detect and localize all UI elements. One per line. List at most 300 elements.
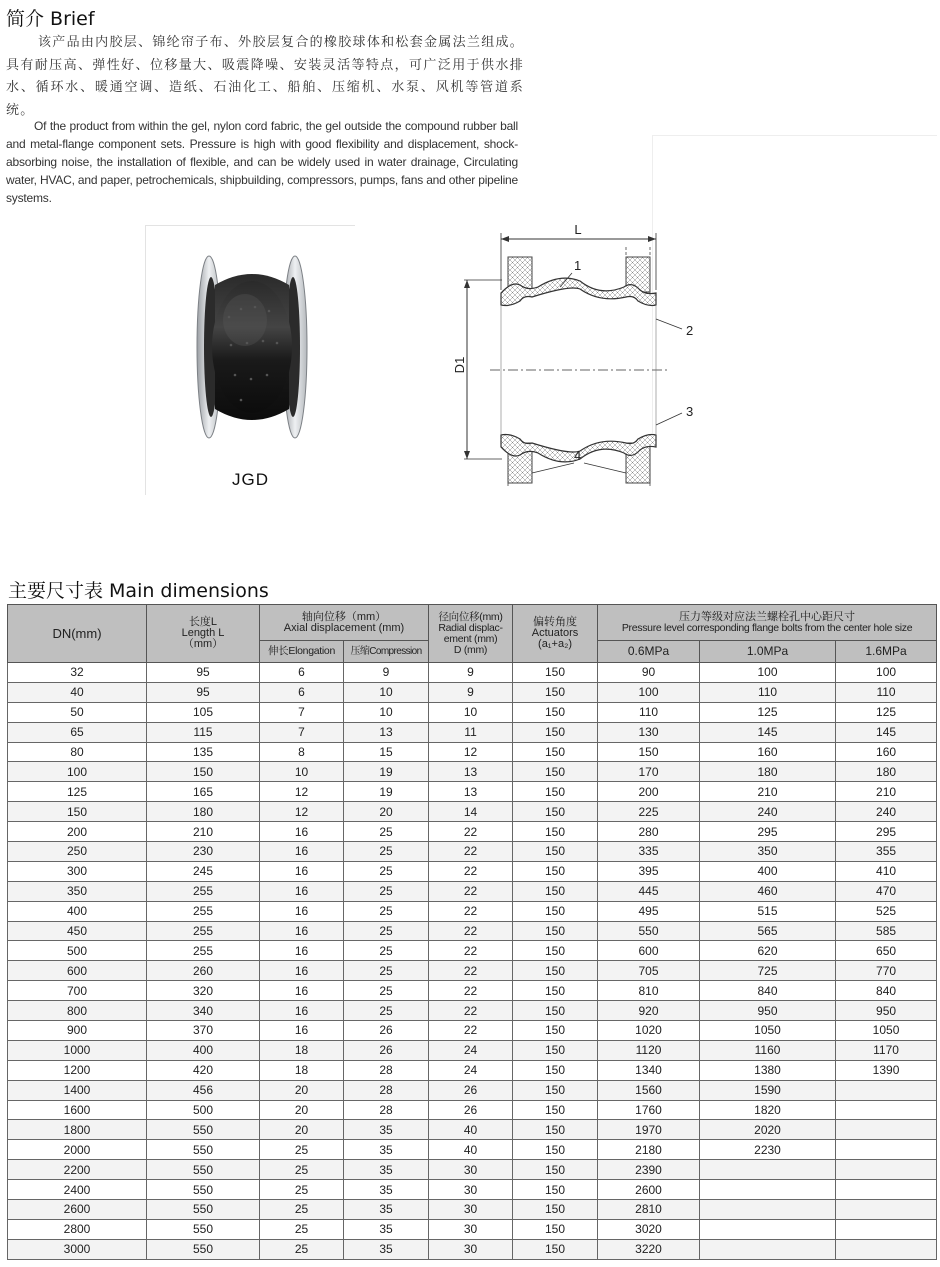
dimension-diameter-label: D1 <box>452 356 467 374</box>
cell-radial: 26 <box>429 1080 513 1100</box>
cell-length: 550 <box>147 1160 260 1180</box>
cell-elongation: 25 <box>260 1200 344 1220</box>
cell-p06: 335 <box>598 842 700 862</box>
header-elongation: 伸长Elongation <box>260 641 344 663</box>
header-radial <box>429 605 513 663</box>
technical-drawing <box>420 215 710 505</box>
table-row <box>8 782 937 802</box>
table-row <box>8 981 937 1001</box>
cell-p16: 410 <box>836 861 937 881</box>
cell-angle: 150 <box>513 881 598 901</box>
cell-p10: 725 <box>700 961 836 981</box>
table-row <box>8 1239 937 1259</box>
cell-p16 <box>836 1100 937 1120</box>
cell-p10: 460 <box>700 881 836 901</box>
cell-length: 105 <box>147 702 260 722</box>
table-row <box>8 1120 937 1140</box>
cell-elongation: 25 <box>260 1140 344 1160</box>
brief-text-english: Of the product from within the gel, nylon cord fabric, the gel outside the compound rubber ball and metal-flange component sets. Pressure is high with good flexibility and displacement, shock-absorbing noise, the installation of flexible, and can be widely used in water drainage, Circulating water, HVAC, and paper, petrochemicals, shipbuilding, compressors, pumps, fans and other pipeline systems. <box>6 119 518 205</box>
cell-p10: 1590 <box>700 1080 836 1100</box>
cell-elongation: 20 <box>260 1100 344 1120</box>
dimensions-table <box>7 604 937 1260</box>
dimensions-title: 主要尺寸表 Main dimensions <box>8 580 269 602</box>
cell-p16 <box>836 1120 937 1140</box>
cell-p06: 2810 <box>598 1200 700 1220</box>
cell-compression: 25 <box>344 941 429 961</box>
cell-elongation: 16 <box>260 881 344 901</box>
cell-length: 255 <box>147 941 260 961</box>
cell-compression: 28 <box>344 1100 429 1120</box>
cell-p16 <box>836 1219 937 1239</box>
cell-p16: 525 <box>836 901 937 921</box>
cell-dn: 1600 <box>8 1100 147 1120</box>
cell-length: 260 <box>147 961 260 981</box>
brief-text-chinese: 该产品由内胶层、锦纶帘子布、外胶层复合的橡胶球体和松套金属法兰组成。具有耐压高、弹性好、位移量大、吸震降噪、安装灵活等特点，可广泛用于供水排水、循环水、暖通空调、造纸、石油化工、船舶、压缩机、水泵、风机等管道系统。 <box>6 35 524 118</box>
cell-dn: 100 <box>8 762 147 782</box>
product-model-label: JGD <box>232 470 269 489</box>
table-row <box>8 961 937 981</box>
cell-dn: 65 <box>8 722 147 742</box>
cross-section-drawing <box>420 215 710 505</box>
header-dn: DN(mm) <box>8 605 147 663</box>
cell-p10: 295 <box>700 822 836 842</box>
cell-elongation: 16 <box>260 941 344 961</box>
cell-dn: 500 <box>8 941 147 961</box>
cell-elongation: 20 <box>260 1120 344 1140</box>
cell-dn: 450 <box>8 921 147 941</box>
cell-p16 <box>836 1140 937 1160</box>
cell-radial: 30 <box>429 1180 513 1200</box>
cell-p06: 170 <box>598 762 700 782</box>
cell-p06: 130 <box>598 722 700 742</box>
cell-compression: 35 <box>344 1239 429 1259</box>
table-row <box>8 1100 937 1120</box>
cell-p06: 705 <box>598 961 700 981</box>
header-pressure-1-0: 1.0MPa <box>700 641 836 663</box>
cell-elongation: 12 <box>260 782 344 802</box>
cell-radial: 30 <box>429 1239 513 1259</box>
table-row <box>8 702 937 722</box>
cell-p16 <box>836 1160 937 1180</box>
cell-angle: 150 <box>513 842 598 862</box>
cell-angle: 150 <box>513 1219 598 1239</box>
cell-p16: 355 <box>836 842 937 862</box>
cell-compression: 25 <box>344 842 429 862</box>
cell-dn: 32 <box>8 663 147 683</box>
cell-dn: 700 <box>8 981 147 1001</box>
cell-compression: 35 <box>344 1160 429 1180</box>
cell-dn: 300 <box>8 861 147 881</box>
cell-angle: 150 <box>513 921 598 941</box>
dimension-length-label: L <box>574 222 582 237</box>
cell-angle: 150 <box>513 822 598 842</box>
table-row <box>8 1140 937 1160</box>
cell-p16: 160 <box>836 742 937 762</box>
cell-compression: 28 <box>344 1060 429 1080</box>
cell-p06: 3220 <box>598 1239 700 1259</box>
cell-elongation: 16 <box>260 961 344 981</box>
cell-dn: 3000 <box>8 1239 147 1259</box>
cell-length: 180 <box>147 802 260 822</box>
cell-length: 500 <box>147 1100 260 1120</box>
table-row <box>8 901 937 921</box>
cell-p10 <box>700 1200 836 1220</box>
cell-p16: 1050 <box>836 1021 937 1041</box>
cell-angle: 150 <box>513 901 598 921</box>
cell-angle: 150 <box>513 1040 598 1060</box>
cell-angle: 150 <box>513 1001 598 1021</box>
cell-dn: 40 <box>8 682 147 702</box>
cell-elongation: 18 <box>260 1040 344 1060</box>
cell-angle: 150 <box>513 702 598 722</box>
cell-p10 <box>700 1180 836 1200</box>
cell-angle: 150 <box>513 981 598 1001</box>
cell-dn: 125 <box>8 782 147 802</box>
cell-angle: 150 <box>513 782 598 802</box>
cell-compression: 20 <box>344 802 429 822</box>
cell-angle: 150 <box>513 1021 598 1041</box>
cell-p06: 2180 <box>598 1140 700 1160</box>
header-radial-en2: ement (mm) <box>443 632 498 645</box>
cell-length: 340 <box>147 1001 260 1021</box>
cell-p16 <box>836 1080 937 1100</box>
cell-elongation: 16 <box>260 1001 344 1021</box>
cell-radial: 22 <box>429 961 513 981</box>
cell-compression: 26 <box>344 1040 429 1060</box>
cell-dn: 200 <box>8 822 147 842</box>
cell-radial: 12 <box>429 742 513 762</box>
header-angle <box>513 605 598 663</box>
table-row <box>8 663 937 683</box>
cell-p06: 1970 <box>598 1120 700 1140</box>
table-row <box>8 921 937 941</box>
table-row <box>8 762 937 782</box>
cell-p10: 840 <box>700 981 836 1001</box>
cell-angle: 150 <box>513 1060 598 1080</box>
header-pressure-0-6: 0.6MPa <box>598 641 700 663</box>
cell-p16: 1390 <box>836 1060 937 1080</box>
cell-p10: 1160 <box>700 1040 836 1060</box>
cell-dn: 1400 <box>8 1080 147 1100</box>
cell-p06: 550 <box>598 921 700 941</box>
cell-radial: 22 <box>429 941 513 961</box>
cell-compression: 35 <box>344 1120 429 1140</box>
cell-compression: 35 <box>344 1140 429 1160</box>
cell-p10: 620 <box>700 941 836 961</box>
cell-p10: 145 <box>700 722 836 742</box>
cell-angle: 150 <box>513 1160 598 1180</box>
dimensions-table-body <box>8 663 937 1260</box>
cell-compression: 15 <box>344 742 429 762</box>
cell-p16 <box>836 1180 937 1200</box>
cell-length: 255 <box>147 921 260 941</box>
cell-dn: 400 <box>8 901 147 921</box>
table-row <box>8 881 937 901</box>
cell-dn: 80 <box>8 742 147 762</box>
cell-dn: 1800 <box>8 1120 147 1140</box>
cell-dn: 2400 <box>8 1180 147 1200</box>
table-row <box>8 682 937 702</box>
cell-compression: 35 <box>344 1200 429 1220</box>
table-row <box>8 742 937 762</box>
cell-radial: 22 <box>429 861 513 881</box>
table-row <box>8 722 937 742</box>
cell-elongation: 16 <box>260 861 344 881</box>
cell-radial: 22 <box>429 901 513 921</box>
cell-dn: 2800 <box>8 1219 147 1239</box>
cell-radial: 9 <box>429 682 513 702</box>
cell-length: 550 <box>147 1120 260 1140</box>
cell-p06: 280 <box>598 822 700 842</box>
header-length-zh: 长度L <box>188 616 218 628</box>
table-row <box>8 1200 937 1220</box>
cell-radial: 26 <box>429 1100 513 1120</box>
cell-compression: 9 <box>344 663 429 683</box>
cell-radial: 22 <box>429 881 513 901</box>
cell-dn: 800 <box>8 1001 147 1021</box>
cell-p10 <box>700 1239 836 1259</box>
cell-angle: 150 <box>513 861 598 881</box>
cell-length: 400 <box>147 1040 260 1060</box>
cell-p16: 110 <box>836 682 937 702</box>
cell-p06: 110 <box>598 702 700 722</box>
rubber-joint-illustration <box>145 225 355 495</box>
cell-compression: 28 <box>344 1080 429 1100</box>
cell-compression: 25 <box>344 822 429 842</box>
cell-dn: 150 <box>8 802 147 822</box>
table-row <box>8 1021 937 1041</box>
cell-length: 420 <box>147 1060 260 1080</box>
cell-p06: 810 <box>598 981 700 1001</box>
cell-elongation: 6 <box>260 663 344 683</box>
cell-radial: 30 <box>429 1200 513 1220</box>
cell-radial: 22 <box>429 921 513 941</box>
cell-elongation: 25 <box>260 1160 344 1180</box>
cell-p10: 180 <box>700 762 836 782</box>
cell-radial: 13 <box>429 762 513 782</box>
cell-p16: 770 <box>836 961 937 981</box>
cell-p16: 180 <box>836 762 937 782</box>
table-row <box>8 861 937 881</box>
cell-p06: 1020 <box>598 1021 700 1041</box>
table-row <box>8 941 937 961</box>
cell-p16: 950 <box>836 1001 937 1021</box>
cell-p10: 1380 <box>700 1060 836 1080</box>
cell-p10 <box>700 1160 836 1180</box>
cell-length: 255 <box>147 881 260 901</box>
cell-p10: 100 <box>700 663 836 683</box>
cell-angle: 150 <box>513 1100 598 1120</box>
cell-radial: 13 <box>429 782 513 802</box>
cell-dn: 600 <box>8 961 147 981</box>
cell-p16: 295 <box>836 822 937 842</box>
cell-compression: 35 <box>344 1180 429 1200</box>
cell-radial: 22 <box>429 822 513 842</box>
cell-compression: 25 <box>344 881 429 901</box>
cell-p06: 225 <box>598 802 700 822</box>
cell-p10: 240 <box>700 802 836 822</box>
cell-elongation: 16 <box>260 981 344 1001</box>
cell-p06: 445 <box>598 881 700 901</box>
cell-p16: 100 <box>836 663 937 683</box>
cell-p16: 650 <box>836 941 937 961</box>
cell-p10: 1050 <box>700 1021 836 1041</box>
cell-p16: 210 <box>836 782 937 802</box>
cell-elongation: 12 <box>260 802 344 822</box>
cell-length: 550 <box>147 1180 260 1200</box>
cell-elongation: 10 <box>260 762 344 782</box>
header-axial-zh: 轴向位移（mm） <box>301 610 387 623</box>
cell-p16: 1170 <box>836 1040 937 1060</box>
cell-elongation: 7 <box>260 722 344 742</box>
table-row <box>8 842 937 862</box>
cell-radial: 24 <box>429 1040 513 1060</box>
cell-p10: 950 <box>700 1001 836 1021</box>
cell-length: 550 <box>147 1239 260 1259</box>
cell-angle: 150 <box>513 1239 598 1259</box>
header-axial-en: Axial displacement (mm) <box>283 621 405 634</box>
cell-length: 550 <box>147 1200 260 1220</box>
cell-angle: 150 <box>513 722 598 742</box>
header-angle-zh: 偏转角度 <box>533 616 578 628</box>
callout-1: 1 <box>574 258 582 273</box>
cell-radial: 22 <box>429 842 513 862</box>
cell-compression: 25 <box>344 901 429 921</box>
cell-length: 95 <box>147 663 260 683</box>
cell-length: 150 <box>147 762 260 782</box>
header-length-en: Length L <box>181 627 225 639</box>
cell-p10: 210 <box>700 782 836 802</box>
cell-p10: 565 <box>700 921 836 941</box>
header-radial-d: D (mm) <box>453 643 488 656</box>
cell-p06: 3020 <box>598 1219 700 1239</box>
cell-compression: 35 <box>344 1219 429 1239</box>
header-axial <box>260 605 429 641</box>
cell-angle: 150 <box>513 1200 598 1220</box>
cell-p16: 240 <box>836 802 937 822</box>
cell-radial: 22 <box>429 1021 513 1041</box>
cell-p16 <box>836 1200 937 1220</box>
cell-p06: 1340 <box>598 1060 700 1080</box>
cell-p10: 350 <box>700 842 836 862</box>
cell-length: 210 <box>147 822 260 842</box>
cell-length: 165 <box>147 782 260 802</box>
cell-dn: 900 <box>8 1021 147 1041</box>
cell-compression: 25 <box>344 861 429 881</box>
cell-elongation: 18 <box>260 1060 344 1080</box>
cell-p06: 920 <box>598 1001 700 1021</box>
cell-angle: 150 <box>513 802 598 822</box>
cell-angle: 150 <box>513 1140 598 1160</box>
cell-p16: 470 <box>836 881 937 901</box>
cell-compression: 26 <box>344 1021 429 1041</box>
cell-radial: 30 <box>429 1160 513 1180</box>
header-pressure-1-6: 1.6MPa <box>836 641 937 663</box>
table-row <box>8 1040 937 1060</box>
cell-p10: 515 <box>700 901 836 921</box>
cell-radial: 22 <box>429 1001 513 1021</box>
cell-length: 550 <box>147 1219 260 1239</box>
header-angle-sym: (a₁+a₂) <box>538 638 572 650</box>
cell-p16: 840 <box>836 981 937 1001</box>
header-compression: 压缩Compression <box>344 641 429 663</box>
cell-angle: 150 <box>513 663 598 683</box>
cell-p06: 100 <box>598 682 700 702</box>
cell-p10: 2020 <box>700 1120 836 1140</box>
cell-dn: 2200 <box>8 1160 147 1180</box>
cell-length: 230 <box>147 842 260 862</box>
cell-length: 550 <box>147 1140 260 1160</box>
table-row <box>8 802 937 822</box>
cell-angle: 150 <box>513 682 598 702</box>
cell-p16: 145 <box>836 722 937 742</box>
cell-elongation: 8 <box>260 742 344 762</box>
header-radial-zh: 径向位移(mm) <box>438 610 503 623</box>
cell-dn: 350 <box>8 881 147 901</box>
cell-dn: 50 <box>8 702 147 722</box>
cell-p06: 2600 <box>598 1180 700 1200</box>
cell-compression: 19 <box>344 782 429 802</box>
cell-elongation: 20 <box>260 1080 344 1100</box>
cell-elongation: 16 <box>260 822 344 842</box>
cell-elongation: 16 <box>260 921 344 941</box>
cell-p06: 600 <box>598 941 700 961</box>
cell-length: 370 <box>147 1021 260 1041</box>
cell-p16: 125 <box>836 702 937 722</box>
table-row <box>8 1080 937 1100</box>
cell-radial: 40 <box>429 1120 513 1140</box>
cell-angle: 150 <box>513 762 598 782</box>
header-pressure <box>598 605 937 641</box>
cell-p06: 1760 <box>598 1100 700 1120</box>
product-photo <box>145 225 355 495</box>
cell-dn: 2000 <box>8 1140 147 1160</box>
brief-title: 简介 Brief <box>6 8 95 30</box>
cell-length: 115 <box>147 722 260 742</box>
table-row <box>8 1001 937 1021</box>
callout-3: 3 <box>686 404 694 419</box>
table-row <box>8 1060 937 1080</box>
table-row <box>8 1219 937 1239</box>
cell-p10: 1820 <box>700 1100 836 1120</box>
cell-length: 320 <box>147 981 260 1001</box>
cell-elongation: 25 <box>260 1219 344 1239</box>
cell-p06: 1560 <box>598 1080 700 1100</box>
cell-angle: 150 <box>513 961 598 981</box>
cell-p10: 160 <box>700 742 836 762</box>
cell-p10: 400 <box>700 861 836 881</box>
cell-p06: 2390 <box>598 1160 700 1180</box>
cell-compression: 19 <box>344 762 429 782</box>
header-length-unit: （mm） <box>182 638 224 650</box>
cell-compression: 25 <box>344 921 429 941</box>
cell-length: 95 <box>147 682 260 702</box>
cell-angle: 150 <box>513 1080 598 1100</box>
callout-4: 4 <box>574 448 582 463</box>
cell-p06: 90 <box>598 663 700 683</box>
cell-elongation: 6 <box>260 682 344 702</box>
cell-p06: 1120 <box>598 1040 700 1060</box>
cell-elongation: 16 <box>260 1021 344 1041</box>
cell-compression: 10 <box>344 702 429 722</box>
cell-dn: 250 <box>8 842 147 862</box>
cell-elongation: 7 <box>260 702 344 722</box>
cell-elongation: 16 <box>260 842 344 862</box>
cell-dn: 1200 <box>8 1060 147 1080</box>
cell-radial: 24 <box>429 1060 513 1080</box>
cell-compression: 25 <box>344 961 429 981</box>
cell-radial: 30 <box>429 1219 513 1239</box>
